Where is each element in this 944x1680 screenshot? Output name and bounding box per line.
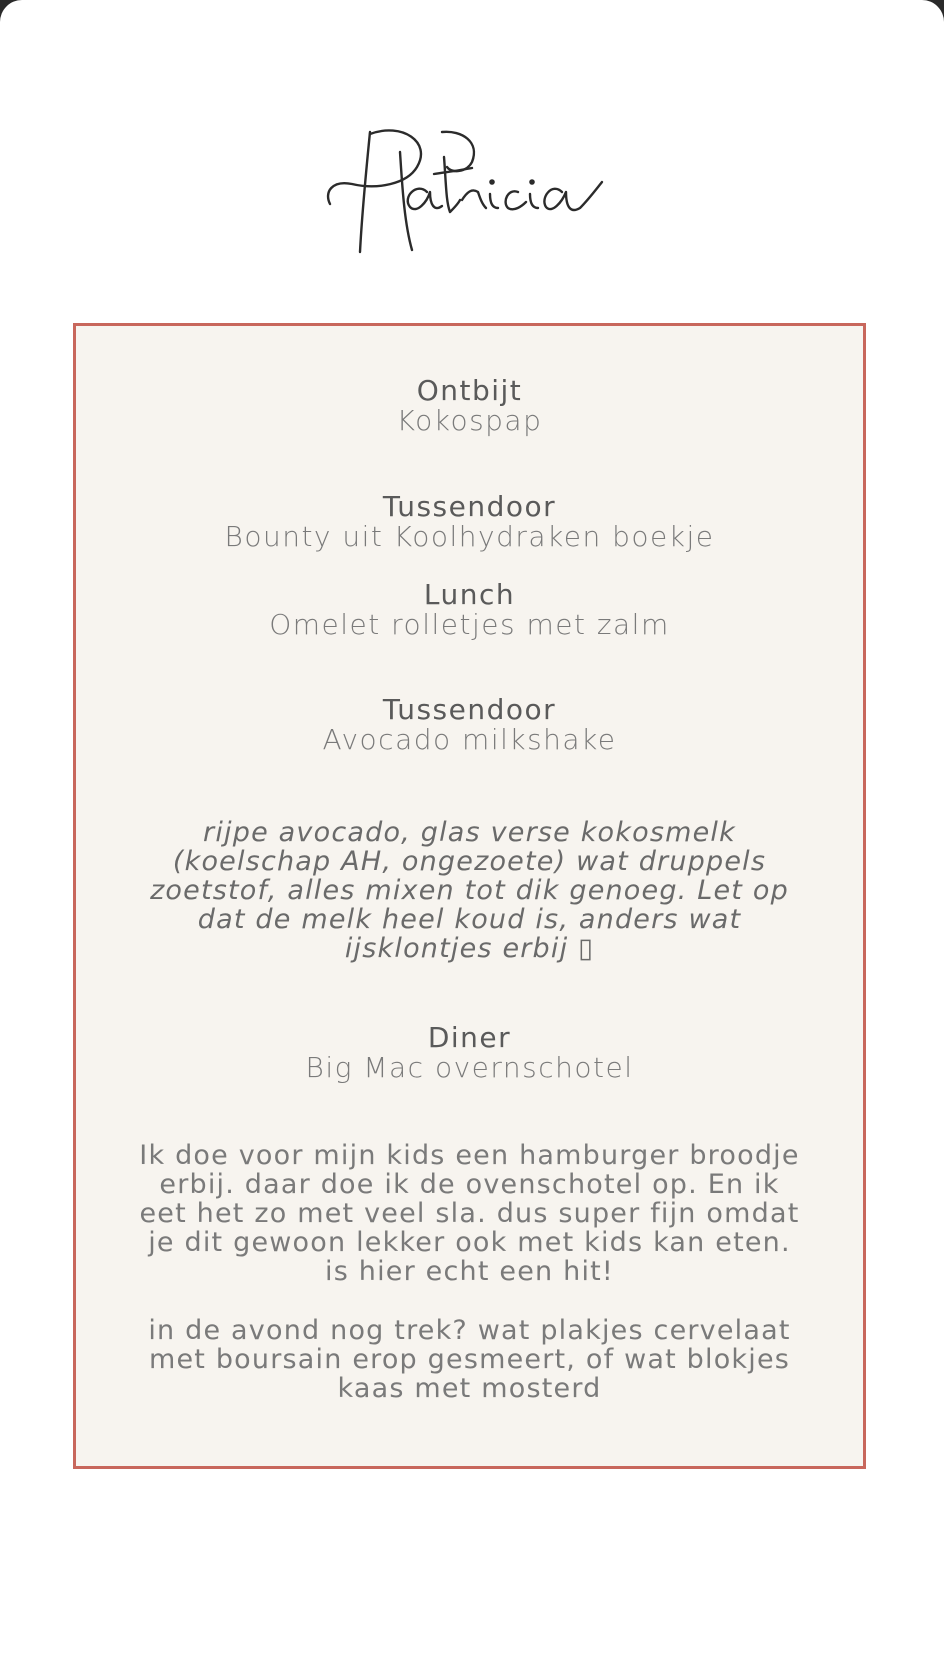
dinner-heading: Diner xyxy=(427,1021,512,1054)
dinner-section xyxy=(76,1023,863,1083)
breakfast-heading: Ontbijt xyxy=(416,374,523,407)
lunch-section xyxy=(76,580,863,640)
snack-item-1: Bounty uit Koolhydraken boekje xyxy=(224,520,715,553)
signature-logo xyxy=(322,112,622,262)
lunch-item: Omelet rolletjes met zalm xyxy=(269,608,670,641)
dinner-item: Big Mac overnschotel xyxy=(305,1051,634,1084)
breakfast-section xyxy=(76,376,863,436)
evening-note: in de avond nog trek? wat plakjes cervelaat met boursain erop gesmeert, of wat blokjes kaas met mosterd xyxy=(148,1315,791,1404)
snack-item-2: Avocado milkshake xyxy=(322,723,617,756)
lunch-heading: Lunch xyxy=(423,578,516,611)
dinner-note: Ik doe voor mijn kids een hamburger broodje erbij. daar doe ik de ovenschotel op. En ik eet het zo met veel sla. dus super fijn omdat je dit gewoon lekker ook met kids kan eten. is hier echt een hit! xyxy=(139,1140,800,1287)
milkshake-recipe-note: rijpe avocado, glas verse kokosmelk (koelschap AH, ongezoete) wat druppels zoetstof, alles mixen tot dik genoeg. Let op dat de melk heel koud is, anders wat ijsklontjes erbij ▯ xyxy=(150,817,789,964)
signature-drawing xyxy=(322,112,622,262)
menu-card xyxy=(73,323,866,1469)
snack-heading-2: Tussendoor xyxy=(382,693,557,726)
breakfast-item: Kokospap xyxy=(396,404,543,437)
snack-heading-1: Tussendoor xyxy=(382,490,557,523)
snack-section-2 xyxy=(76,695,863,755)
snack-section-1 xyxy=(76,492,863,552)
